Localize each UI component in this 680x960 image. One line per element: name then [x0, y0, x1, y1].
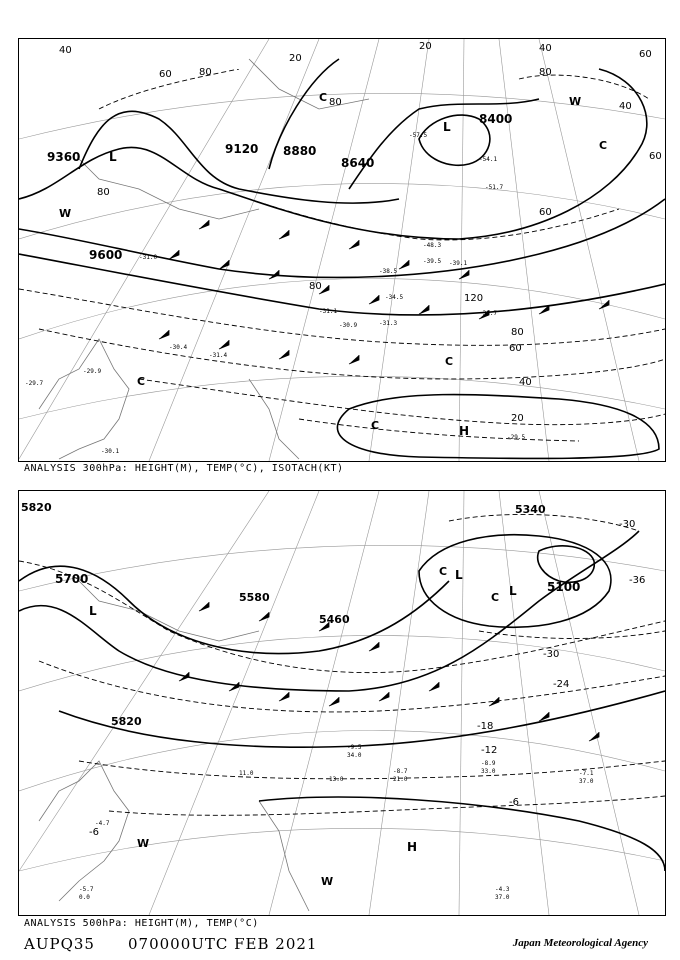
contour-label-5820b: 5820 [111, 715, 142, 728]
agency-credit: Japan Meteorological Agency [512, 937, 648, 949]
low-center-3: L [509, 584, 517, 598]
isotherm-label: -18 [477, 721, 494, 732]
contour-label-5460: 5460 [319, 613, 350, 626]
contour-label-5100: 5100 [547, 580, 581, 594]
temp-label: -30.9 [339, 322, 358, 329]
map-panel-300hpa [18, 38, 666, 462]
warm-center-2: W [569, 95, 582, 108]
chart-code: AUPQ35 [24, 935, 95, 953]
low-center-1: L [109, 150, 117, 164]
isotherm-label: -36 [629, 575, 646, 586]
contour-label-9360: 9360 [47, 150, 81, 164]
temp-label: -30.7 [479, 310, 498, 317]
isotach-label-20: 20 [511, 413, 524, 424]
station-value: 34.0 [347, 752, 362, 759]
temp-label: -29.9 [83, 368, 102, 375]
wind-barbs [179, 602, 599, 741]
isotach-label-40c: 40 [59, 45, 72, 56]
station-value: 37.0 [495, 894, 510, 901]
temp-label: -39.5 [423, 258, 442, 265]
temp-label: -8.7 [393, 768, 408, 775]
isotach-label-20c: 20 [419, 41, 432, 52]
warm-center-1: W [59, 207, 72, 220]
temp-label: -8.9 [481, 760, 496, 767]
contour-label-5580: 5580 [239, 591, 270, 604]
isotherm-label: -6 [509, 797, 519, 808]
temp-label: -54.1 [479, 156, 498, 163]
isotach-label-80c: 80 [97, 187, 110, 198]
temp-label: -29.5 [507, 434, 526, 441]
temp-label: -4.7 [95, 820, 110, 827]
isotach-label-80: 80 [511, 327, 524, 338]
contour-label-8400: 8400 [479, 112, 513, 126]
station-value: 21.0 [393, 776, 408, 783]
contour-label-5700: 5700 [55, 572, 89, 586]
isotherm-label: -6 [89, 827, 99, 838]
temp-label: -7.1 [579, 770, 594, 777]
caption-300hpa: ANALYSIS 300hPa: HEIGHT(M), TEMP(°C), ISOTACH(KT) [24, 463, 344, 474]
caption-500hpa: ANALYSIS 500hPa: HEIGHT(M), TEMP(°C) [24, 918, 259, 929]
temp-label: -57.5 [409, 132, 428, 139]
station-value: 37.0 [579, 778, 594, 785]
cold-center-4: C [599, 139, 608, 152]
contour-label-8640: 8640 [341, 156, 375, 170]
isotach-label-80d: 80 [539, 67, 552, 78]
cold-center-1: C [137, 375, 146, 388]
isotach-label-60: 60 [509, 343, 522, 354]
station-value: 11.0 [239, 770, 254, 777]
high-center-1: H [407, 840, 418, 854]
valid-time: 070000UTC FEB 2021 [128, 935, 318, 953]
temp-label: -30.1 [101, 448, 120, 455]
cold-center-5: C [319, 91, 328, 104]
cold-center-2: C [371, 419, 380, 432]
map-panel-500hpa [18, 490, 666, 916]
isotach-label-100: 80 [309, 281, 322, 292]
isotherm-label: -30 [543, 649, 560, 660]
temp-label: -34.5 [385, 294, 404, 301]
isotherm-label: -30 [619, 519, 636, 530]
map-500hpa-svg [19, 491, 665, 915]
graticule [19, 491, 665, 915]
contour-label-8880: 8880 [283, 144, 317, 158]
map-300hpa-svg [19, 39, 665, 461]
station-value: 0.0 [79, 894, 90, 901]
cold-center-2: C [491, 591, 500, 604]
isotach-label-80b: 80 [199, 67, 212, 78]
cold-center-3: C [445, 355, 454, 368]
temp-label: -4.3 [495, 886, 510, 893]
isotherm-label: -12 [481, 745, 498, 756]
low-center-2: L [443, 120, 451, 134]
low-center-1: L [89, 604, 97, 618]
high-center-1: H [459, 424, 470, 438]
isotach-label-20b: 20 [289, 53, 302, 64]
isotach-label-40d: 40 [619, 101, 632, 112]
temp-label: -31.0 [139, 254, 158, 261]
contour-label-9120: 9120 [225, 142, 259, 156]
temp-label: -31.4 [209, 352, 228, 359]
warm-center-2: W [321, 875, 334, 888]
temp-label: -31.1 [319, 308, 338, 315]
low-center-2: L [455, 568, 463, 582]
temp-label: -39.1 [449, 260, 468, 267]
contour-label-9600: 9600 [89, 248, 123, 262]
warm-center-1: W [137, 837, 150, 850]
isotach-label-80e: 80 [329, 97, 342, 108]
isotach-label-40b: 40 [539, 43, 552, 54]
isotherm-label: -24 [553, 679, 570, 690]
temp-label: -38.5 [379, 268, 398, 275]
temp-label: -9.5 [347, 744, 362, 751]
isotach-label-40: 40 [519, 377, 532, 388]
contour-label-5820: 5820 [21, 501, 52, 514]
isotach-label-60e: 60 [639, 49, 652, 60]
isotach-label-120: 120 [464, 293, 484, 304]
isotach-label-60b: 60 [159, 69, 172, 80]
isotach-label-60c: 60 [649, 151, 662, 162]
station-value: 33.0 [481, 768, 496, 775]
isotach-label-60d: 60 [539, 207, 552, 218]
temp-label: -29.7 [25, 380, 44, 387]
cold-center-1: C [439, 565, 448, 578]
station-value: 13.0 [329, 776, 344, 783]
temp-label: -5.7 [79, 886, 94, 893]
temp-label: -31.3 [379, 320, 398, 327]
temp-label: -48.3 [423, 242, 442, 249]
temp-label: -30.4 [169, 344, 188, 351]
temp-label: -51.7 [485, 184, 504, 191]
contour-label-5340: 5340 [515, 503, 546, 516]
